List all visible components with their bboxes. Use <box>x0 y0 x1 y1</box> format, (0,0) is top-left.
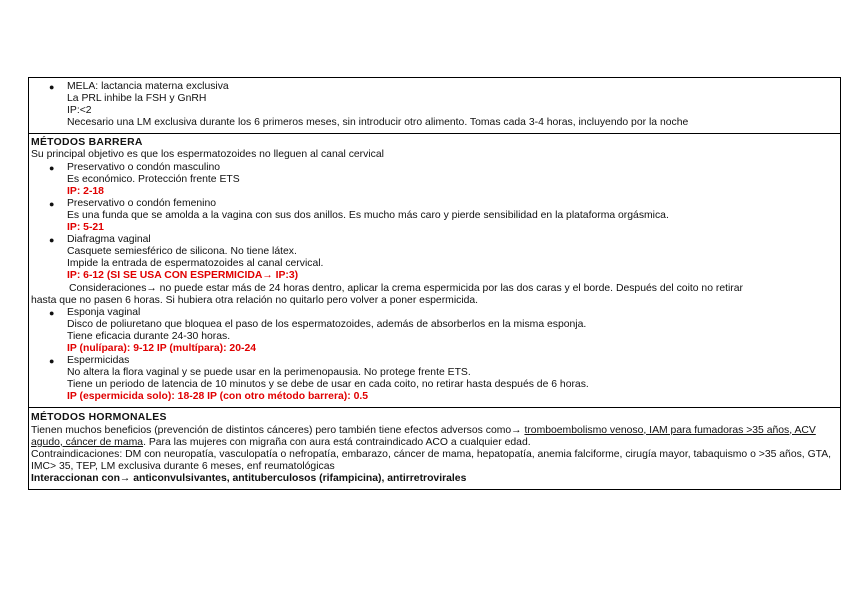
section-intro: Su principal objetivo es que los espermatozoides no lleguen al canal cervical <box>31 149 384 161</box>
section-heading: MÉTODOS HORMONALES <box>31 412 167 424</box>
bullet-icon: ● <box>49 307 55 318</box>
item-line: Tiene un periodo de latencia de 10 minutos y se debe de usar en cada coito, no retirar hasta después de 6 horas. <box>67 379 589 391</box>
document-page <box>28 77 841 490</box>
bullet-icon: ● <box>49 235 55 246</box>
list-item <box>31 355 838 367</box>
list-item <box>31 234 838 246</box>
item-title: Espermicidas <box>67 355 130 367</box>
barrera-section <box>28 133 841 407</box>
item-title: Diafragma vaginal <box>67 234 151 246</box>
item-ip: IP: 6-12 (SI SE USA CON ESPERMICIDA→ IP:3) <box>67 270 299 282</box>
list-item <box>31 198 838 210</box>
item-line: Impide la entrada de espermatozoides al canal cervical. <box>67 258 324 270</box>
item-title: Esponja vaginal <box>67 306 141 318</box>
item-ip: IP: 5-21 <box>67 222 104 234</box>
list-item <box>31 307 838 319</box>
underlined-text: tromboembolismo venoso, IAM para fumadoras >35 años, ACV agudo, cáncer de mama <box>31 424 816 448</box>
bullet-icon: ● <box>49 162 55 173</box>
item-ip: IP (nulípara): 9-12 IP (multípara): 20-24 <box>67 342 257 354</box>
item-line: Casquete semiesférico de silicona. No tiene látex. <box>67 246 297 258</box>
mela-line: Necesario una LM exclusiva durante los 6 primeros meses, sin introducir otro alimento. Tomas cada 3-4 horas, incluyendo por la noche <box>67 117 689 129</box>
interactions-paragraph: Interaccionan con→ anticonvulsivantes, antituberculosos (rifampicina), antirretrovirales <box>31 472 467 484</box>
hormonales-section <box>28 407 841 490</box>
mela-section <box>28 77 841 133</box>
item-line: Es económico. Protección frente ETS <box>67 173 240 185</box>
mela-title: MELA: lactancia materna exclusiva <box>67 81 229 92</box>
item-line: Disco de poliuretano que bloquea el paso de los espermatozoides, además de absorberlos en la misma esponja. <box>67 318 587 330</box>
item-title: Preservativo o condón femenino <box>67 197 217 209</box>
hormonales-paragraph <box>31 425 838 449</box>
section-heading: MÉTODOS BARRERA <box>31 137 143 149</box>
bullet-icon: ● <box>49 356 55 367</box>
mela-line: IP:<2 <box>67 105 92 117</box>
paragraph-text: . Para las mujeres con migraña con aura está contraindicado ACO a cualquier edad. <box>143 436 531 448</box>
item-note: Consideraciones→ no puede estar más de 24 horas dentro, aplicar la crema espermicida por las dos caras y el borde. Después del coito no retirar <box>69 282 744 294</box>
item-ip: IP: 2-18 <box>67 185 104 197</box>
item-line: Tiene eficacia durante 24-30 horas. <box>67 330 231 342</box>
item-line: No altera la flora vaginal y se puede usar en la perimenopausia. No protege frente ETS. <box>67 367 471 379</box>
list-item <box>31 162 838 174</box>
list-item <box>31 81 838 93</box>
item-ip: IP (espermicida solo): 18-28 IP (con otro método barrera): 0.5 <box>67 391 369 403</box>
contraindications-paragraph: Contraindicaciones: DM con neuropatía, vasculopatía o nefropatía, embarazo, cáncer de mama, hepatopatía, anemia falciforme, cirugía mayor, tabaquismo o >35 años, GTA, IMC> 35, TEP, LM exclusiva durante 6 meses, enf reumatológicas <box>31 448 832 472</box>
item-line: Es una funda que se amolda a la vagina con sus dos anillos. Es mucho más caro y pierde sensibilidad en la plataforma orgásmica. <box>67 209 669 221</box>
bullet-icon: ● <box>49 82 55 92</box>
item-title: Preservativo o condón masculino <box>67 161 221 173</box>
paragraph-text: Tienen muchos beneficios (prevención de distintos cánceres) pero también tiene efectos adversos como→ <box>31 424 525 436</box>
item-note: hasta que no pasen 6 horas. Si hubiera otra relación no quitarlo pero volver a poner espermicida. <box>31 294 479 306</box>
bullet-icon: ● <box>49 198 55 209</box>
mela-line: La PRL inhibe la FSH y GnRH <box>67 93 207 105</box>
